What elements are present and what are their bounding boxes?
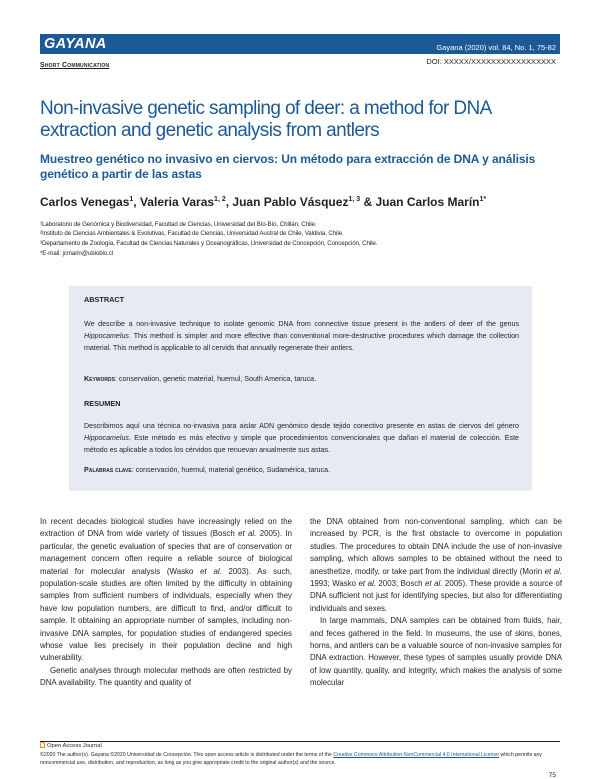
body-paragraph: Genetic analyses through molecular methods are often restricted by DNA availability. The quantity and quality of <box>40 665 292 688</box>
license-link[interactable]: Creative Commons Attribution-NonCommercial 4.0 International License <box>333 752 500 758</box>
author-name: Valeria Varas <box>139 195 215 209</box>
body-paragraph: In large mammals, DNA samples can be obtained from fluids, hair, and feces gathered in the field. In museums, the use of skins, bones, horns, and antlers can be a valuable source of non-invasive samples for DNA extraction. However, these types of samples usually provide DNA of low quantity, quality, and integrity, which makes the analysis of some molecular <box>310 616 562 688</box>
article-subtitle: Muestreo genético no invasivo en ciervos: Un método para extracción de DNA y análisis genético a partir de las astas <box>40 152 536 181</box>
journal-name: GAYANA <box>44 36 107 52</box>
journal-citation: Gayana (2020) vol. 84, No. 1, 75-82 <box>436 43 556 52</box>
author-affil-mark: 1 <box>129 196 134 203</box>
open-access-icon <box>40 742 45 748</box>
author-affil-mark: 1, 3 <box>348 196 361 203</box>
abstract-text: We describe a non-invasive technique to isolate genomic DNA from connective tissue present in the antlers of deer of the genus Hippocamelus. This method is simpler and more effective than conventional more-destructive procedures which damage the collection material. This method is applicable to all cervids that annually regenerate their antlers. <box>84 320 519 352</box>
body-paragraph: the DNA obtained from non-conventional sampling, which can be increased by PCR, is the first obstacle to overcome in population studies. The procedures to obtain DNA include the use of non-invasive sampling, which allows samples to be obtained without the need to anesthetize, modify, or take part from the individual directly (Morin et al. 1993; Wasko et al. 2003; Bosch et al. 2005). These provide a source of DNA sufficient not just for identifying species, but also for differentiating individuals and sexes. <box>310 517 563 613</box>
author-affil-mark: 1* <box>479 196 487 203</box>
article-title: Non-invasive genetic sampling of deer: a method for DNA extraction and genetic analysis from antlers <box>40 98 491 141</box>
author-name: Juan Carlos Marín <box>375 195 480 209</box>
footnote-divider <box>40 741 560 742</box>
abstract-heading: ABSTRACT <box>84 295 125 304</box>
copyright-notice: ©2020 The author(s). Gayana ©2020 Universidad de Concepción. This open access article is distributed under the terms of the Creative Commons Attribution-NonCommercial 4.0 International License which permits any noncommercial use, distribution, and reproduction, as long as you give appropriate credit to the original author(s) and the source. <box>40 752 542 766</box>
section-type: Short Communication <box>40 62 110 69</box>
keywords-label: Palabras clave <box>84 466 132 474</box>
affiliation-1: ¹Laboratorio de Genómica y Biodiversidad, Facultad de Ciencias, Universidad del Bío-Bío, Chillán, Chile. <box>40 221 317 228</box>
genus-name: Hippocamelus <box>84 433 129 442</box>
author-name: Juan Pablo Vásquez <box>232 195 349 209</box>
open-access-label: Open Access Journal <box>40 742 102 749</box>
doi[interactable]: DOI: XXXXX/XXXXXXXXXXXXXXXXX <box>426 57 556 66</box>
author-list: Carlos Venegas$^1$, Valeria Varas$^{1, 2}$, Juan Pablo Vásquez$^{1, 3}$ & Juan Carlos Marín$^{1*}$ <box>40 195 487 209</box>
author-affil-mark: 1, 2 <box>214 196 226 203</box>
resumen-text: Describimos aquí una técnica no-invasiva para aislar ADN genómico desde tejido conectivo presente en astas de ciervos del género Hippocamelus. Este método es más efectivo y simple que procedimientos convencionales que dañan el material de colección. Este método es aplicable a todos los cérvidos que renuevan anualmente sus astas. <box>84 422 519 454</box>
abstract-box <box>69 286 532 491</box>
contact-email[interactable]: *E-mail: jcmarin@ubiobio.cl <box>40 250 114 257</box>
body-column-left <box>40 516 292 690</box>
page-number: 75 <box>548 772 556 779</box>
body-column-right <box>310 516 562 690</box>
affiliation-2: ²Instituto de Ciencias Ambientales & Evolutivas, Facultad de Ciencias, Universidad Austral de Chile, Valdivia, Chile. <box>40 230 344 237</box>
affiliation-3: ³Departamento de Zoología, Facultad de Ciencias Naturales y Oceanográficas, Universidad de Concepción, Concepción, Chile. <box>40 240 378 247</box>
genus-name: Hippocamelus <box>84 331 129 340</box>
abstract-keywords: Keywords: conservation, genetic material, huemul, South America, taruca. <box>84 375 317 383</box>
resumen-keywords: Palabras clave: conservación, huemul, material genético, Sudamérica, taruca. <box>84 466 331 474</box>
resumen-heading: RESUMEN <box>84 399 121 408</box>
author-name: Carlos Venegas <box>40 195 130 209</box>
keywords-label: Keywords <box>84 375 115 383</box>
body-paragraph: In recent decades biological studies have increasingly relied on the extraction of DNA from wide variety of tissues (Bosch et al. 2005). In particular, the genetic evaluation of species that are of conservation or management concern often require a reliable source of biological material for molecular analysis (Wasko et al. 2003). As such, population-scale studies are often limited by the difficulty in obtaining samples from sufficient numbers of individuals, especially when they have low population numbers, are difficult to find, and/or difficult to sample. It obtaining an appropriate number of samples, including non-invasive DNA samples, for population studies of endangered species whose value lies precisely in their population decline and high vulnerability. <box>40 517 292 663</box>
